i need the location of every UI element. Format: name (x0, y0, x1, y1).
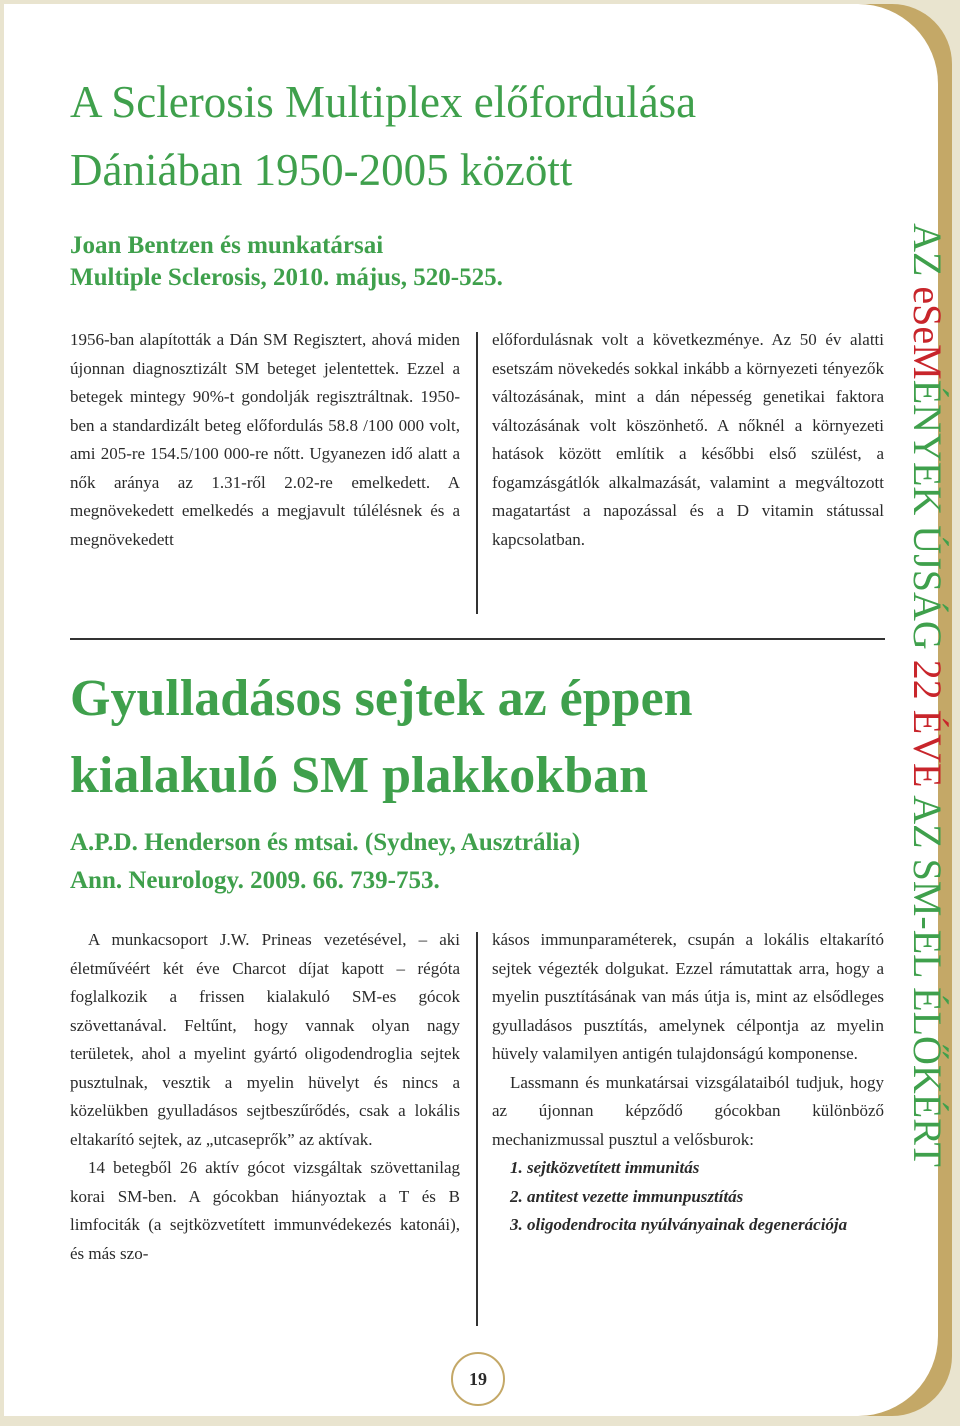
article2-title-line2: kialakuló SM plakkokban (70, 747, 649, 804)
list-item: 1. sejtközvetített immunitás (510, 1158, 700, 1177)
article2-column2 (492, 926, 884, 1240)
sidebar-text (902, 223, 952, 1167)
article2-journal: Ann. Neurology. 2009. 66. 739-753. (70, 867, 440, 894)
list-item: 3. oligodendrocita nyúlványainak degenerációja (510, 1215, 848, 1234)
sidebar-text-part: ÉNYEK ÚJSÁG (905, 379, 950, 660)
article1-title-line2: Dániában 1950-2005 között (70, 145, 573, 195)
article2-reference (70, 824, 580, 900)
article2-authors: A.P.D. Henderson és mtsai. (Sydney, Ausztrália) (70, 829, 581, 856)
page-number: 19 (451, 1352, 505, 1406)
article1-title-line1: A Sclerosis Multiplex előfordulása (70, 77, 697, 127)
sidebar-text-part: AZ (905, 223, 950, 287)
article1-reference (70, 230, 503, 294)
list-item: 2. antitest vezette immunpusztítás (510, 1186, 744, 1206)
article1-journal: Multiple Sclerosis, 2010. május, 520-525. (70, 264, 503, 291)
mechanism-list (492, 1154, 884, 1240)
article1-authors: Joan Bentzen és munkatársai (70, 232, 384, 259)
article1-column2: előfordulásnak volt a következménye. Az 50 év alatti esetszám növekedés sokkal inkább a környezeti tényezők változásának, mint a dán népesség genetikai faktora változásának volt köszönhető. A nőknél a környezeti hatások között említik a későbbi első szülést, a fogamzásgátlók alkalmazását, valamint a megváltozott magatartást a napozással és a D vitamin státussal kapcsolatban. (492, 330, 884, 549)
sidebar-text-part: 22 ÉVE (905, 659, 950, 788)
article2-col1-paragraph2: 14 betegből 26 aktív gócot vizsgáltak szövettanilag korai SM-ben. A gócokban hiányoztak a T és B limfociták (a sejtközvetített immunvédekezés katonái), és más szo- (70, 1158, 460, 1263)
article2-col2-paragraph1: kásos immunparaméterek, csupán a lokális eltakarító sejtek végezték dolgukat. Ezzel rámutattak arra, hogy a myelin pusztításának van más útja is, mint az elsődleges gyulladásos pusztítás, amelynek célpontja az myelin hüvely valamilyen antigén tulajdonságú komponense. (492, 930, 884, 1063)
sidebar-text-part: eSeM (905, 286, 950, 380)
article2-column1 (70, 926, 460, 1268)
article2-col1-paragraph1: A munkacsoport J.W. Prineas vezetésével, – aki életművéért két éve Charcot díjat kapott – régóta foglalkozik a frissen kialakuló SM-es gócok szövettanával. Feltűnt, hogy vannak olyan nagy területek, ahol a myelint gyártó oligodendroglia sejtek pusztulnak, vesztik a myelin hüvelyt és nincs a közelükben gyulladásos sejtbeszűrődés, csak a lokális eltakarító sejtek, az „utcaseprők” az aktívak. (70, 930, 460, 1149)
article2-col2-paragraph2: Lassmann és munkatársai vizsgálataiból tudjuk, hogy az újonnan képződő gócokban különböző mechanizmussal pusztul a velősburok: (492, 1072, 884, 1149)
article1-column1: 1956-ban alapították a Dán SM Regisztert, ahová miden újonnan diagnosztizált SM beteget jelentettek. Ezzel a betegek mintegy 90%-t gondolják regisztráltnak. 1950-ben a standardizált beteg előfordulás 58.8 /100 000 volt, ami 205-re 154.5/100 000-re nőtt. Ugyanezen idő alatt a nők aránya az 1.31-ről 2.02-re emelkedett. A megnövekedett emelkedés a megjavult túlélésnek és a megnövekedett (70, 330, 460, 549)
article2-title (70, 660, 890, 814)
section-divider (70, 638, 885, 640)
article1-title (70, 68, 890, 204)
article2-title-line1: Gyulladásos sejtek az éppen (70, 670, 693, 727)
column-divider (476, 932, 478, 1326)
sidebar-banner (902, 195, 952, 1195)
column-divider (476, 332, 478, 614)
sidebar-text-part: AZ SM-EL ÉLŐKÉRT (905, 787, 950, 1167)
